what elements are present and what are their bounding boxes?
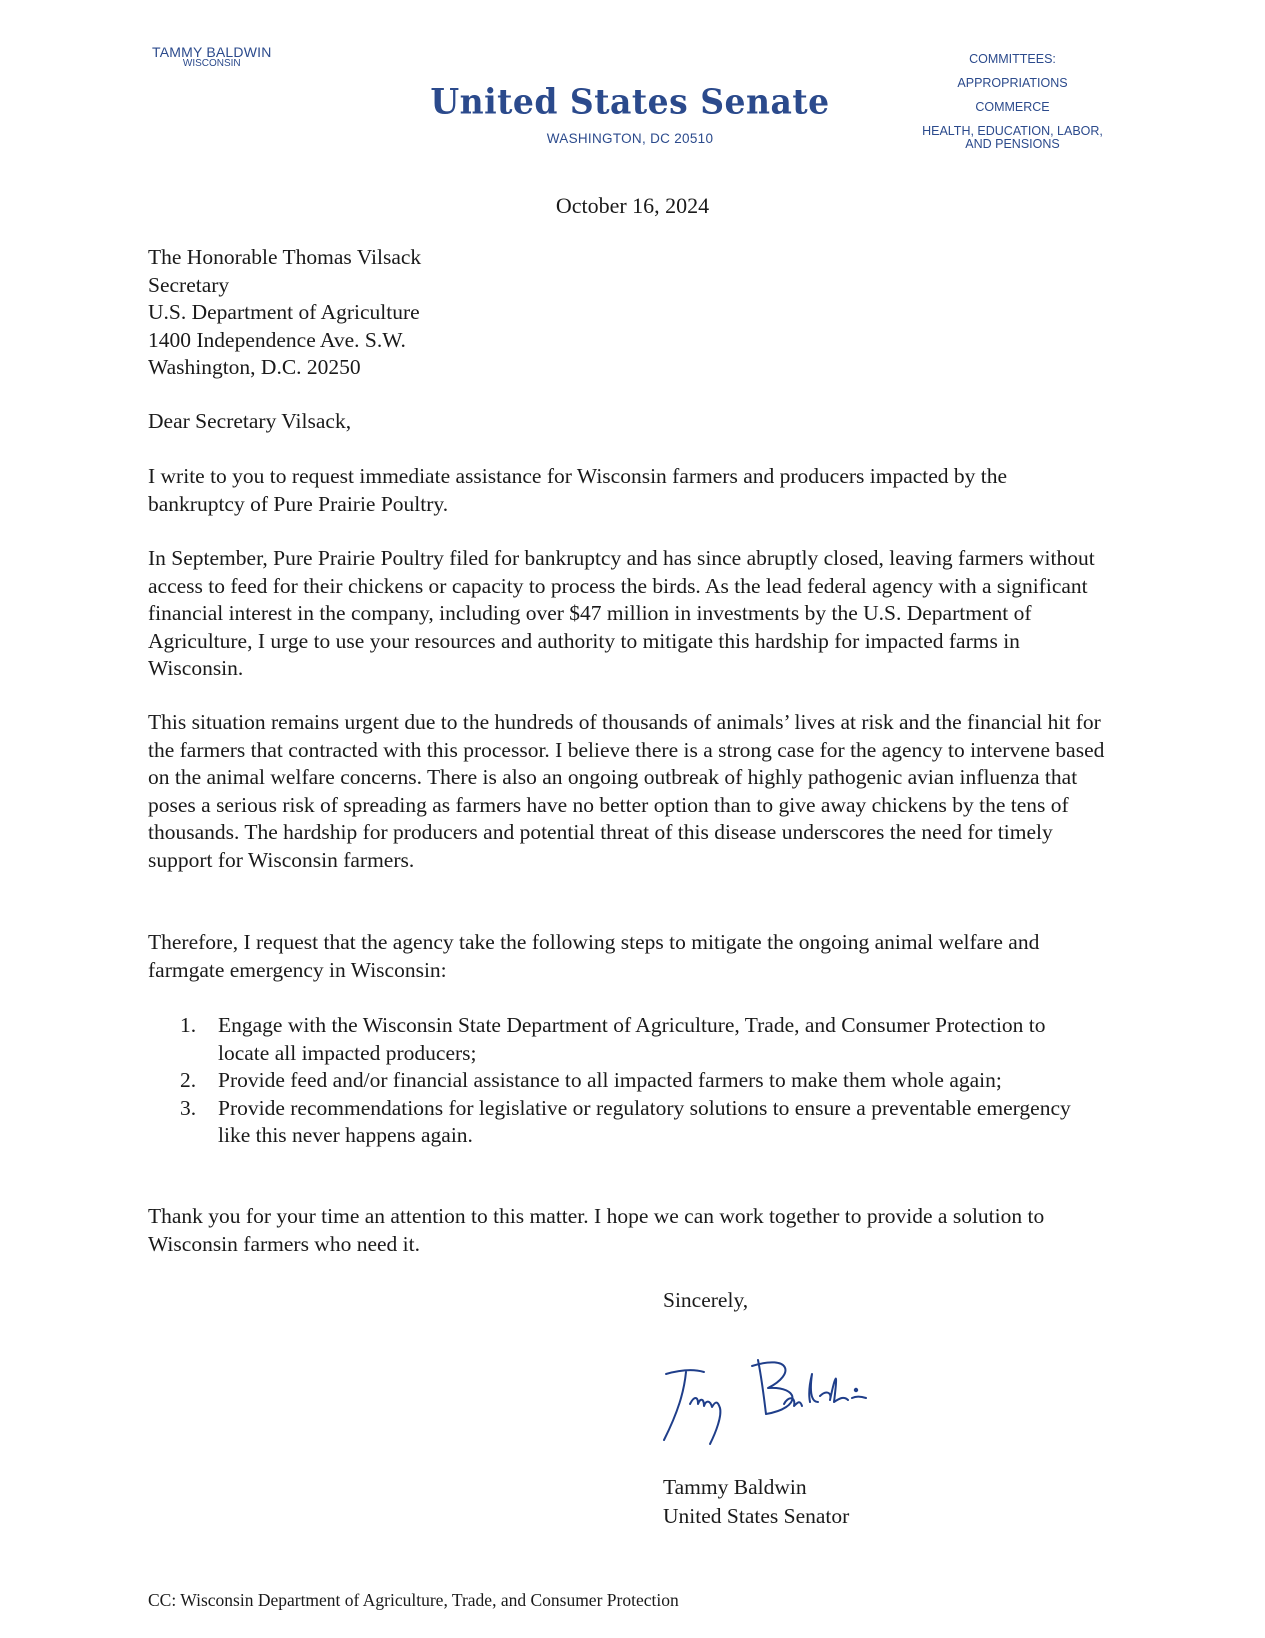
signer-name: Tammy Baldwin: [663, 1475, 807, 1499]
recipient-line: Washington, D.C. 20250: [148, 355, 361, 379]
committee-item: APPROPRIATIONS: [957, 76, 1068, 90]
recipient-line: 1400 Independence Ave. S.W.: [148, 327, 406, 352]
recipient-line: The Honorable Thomas Vilsack: [148, 245, 422, 269]
committee-item: COMMERCE: [975, 100, 1050, 114]
list-item: [180, 1095, 1080, 1150]
valediction: Sincerely,: [663, 1288, 749, 1312]
paragraph: [148, 929, 1108, 984]
list-item: [180, 1067, 1080, 1095]
senator-state: WISCONSIN: [182, 58, 241, 69]
recipient-line: U.S. Department of Agriculture: [148, 300, 420, 324]
list-item-text: Engage with the Wisconsin State Department of Agriculture, Trade, and Consumer Protection to locate all impacted producers;: [218, 1013, 1046, 1065]
list-item-text: Provide feed and/or financial assistance to all impacted farmers to make them whole again;: [218, 1068, 1002, 1092]
salutation: Dear Secretary Vilsack,: [148, 409, 352, 433]
paragraph: [148, 463, 1108, 518]
committees-heading: COMMITTEES:: [969, 52, 1056, 66]
senator-name: TAMMY BALDWIN: [152, 44, 272, 60]
committee-item: HEALTH, EDUCATION, LABOR, AND PENSIONS: [922, 124, 1103, 151]
paragraph-text: Therefore, I request that the agency take the following steps to mitigate the ongoing animal welfare and farmgate emergency in Wisconsin:: [148, 930, 1040, 982]
paragraph-text: I write to you to request immediate assistance for Wisconsin farmers and producers impacted by the bankruptcy of Pure Prairie Poultry.: [148, 464, 1008, 516]
list-item-text: Provide recommendations for legislative or regulatory solutions to ensure a preventable emergency like this never happens again.: [218, 1095, 1071, 1147]
institution-name: United States Senate: [430, 81, 830, 122]
cc-line: CC: Wisconsin Department of Agriculture, Trade, and Consumer Protection: [148, 1590, 679, 1610]
list-item-number: 2.: [180, 1068, 197, 1092]
paragraph: [148, 1203, 1108, 1258]
paragraph: [148, 545, 1108, 683]
handwritten-signature: [660, 1352, 880, 1447]
letterhead-senator: [152, 44, 272, 69]
list-item: [180, 1012, 1080, 1067]
request-steps-list: [180, 1012, 1080, 1150]
letterhead-institution: [430, 82, 830, 146]
paragraph-text: This situation remains urgent due to the hundreds of thousands of animals’ lives at risk and the financial hit for the farmers that contracted with this processor. I believe there is a strong case for the agency to intervene based on the animal welfare concerns. There is also an ongoing outbreak of highly pathogenic avian influenza that poses a serious risk of spreading as farmers have no better option than to give away chickens by the tens of thousands. The hardship for producers and potential threat of this disease underscores the need for timely support for Wisconsin farmers.: [148, 710, 1105, 872]
signer-title: United States Senator: [663, 1504, 850, 1528]
paragraph-text: Thank you for your time an attention to this matter. I hope we can work together to provide a solution to Wisconsin farmers who need it.: [148, 1204, 1045, 1256]
recipient-address: [148, 244, 1108, 382]
paragraph-text: In September, Pure Prairie Poultry filed for bankruptcy and has since abruptly closed, leaving farmers without access to feed for their chickens or capacity to process the birds. As the lead federal agency with a significant financial interest in the company, including over $47 million in investments by the U.S. Department of Agriculture, I urge to use your resources and authority to mitigate this hardship for impacted farms in Wisconsin.: [148, 546, 1095, 680]
institution-address: WASHINGTON, DC 20510: [546, 131, 714, 146]
list-item-number: 1.: [180, 1013, 197, 1037]
letter-date: October 16, 2024: [555, 193, 710, 218]
paragraph: [148, 709, 1108, 874]
list-item-number: 3.: [180, 1095, 197, 1120]
committees-list: [920, 52, 1105, 162]
recipient-line: Secretary: [148, 272, 230, 297]
signer-block: [663, 1473, 849, 1531]
